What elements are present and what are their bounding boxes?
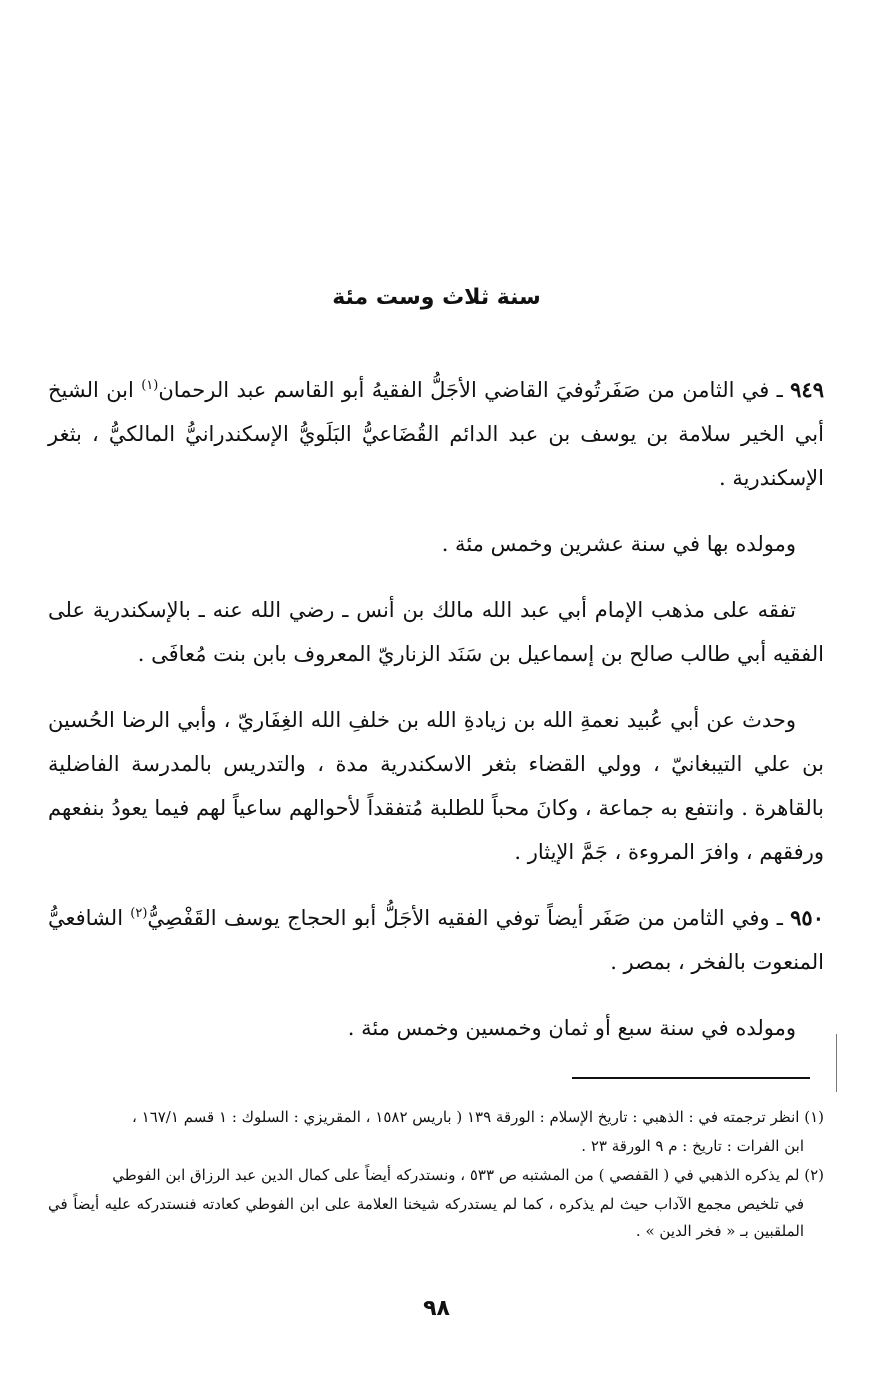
entry-950	[48, 896, 824, 984]
footnote-2-continuation: في تلخيص مجمع الآداب حيث لم يذكره ، كما لم يستدركه شيخنا العلامة على ابن الفوطي كعادته فنستدركه عليه أيضاً في الملقبين بـ « فخر الدين » .	[48, 1195, 804, 1240]
footnote-2-text: لم يذكره الذهبي في ( القفصي ) من المشتبه ص ٥٣٣ ، ونستدركه أيضاً على كمال الدين عبد الرزاق ابن الفوطي	[112, 1166, 800, 1184]
entry-949	[48, 368, 824, 500]
margin-mark	[836, 1034, 837, 1092]
footnote-separator	[572, 1077, 810, 1079]
entry-949-text: ـ في الثامن من صَفَرتُوفيَ القاضي الأجَلُّ الفقيهُ أبو القاسم عبد الرحمان	[158, 378, 791, 402]
footnotes-block	[48, 1104, 824, 1247]
birth-949-paragraph: ومولده بها في سنة عشرين وخمس مئة .	[441, 532, 796, 556]
birth-950-paragraph: ومولده في سنة سبع أو ثمان وخمسين وخمس مئة .	[347, 1016, 796, 1040]
footnote-1-marker: (١)	[804, 1108, 824, 1126]
footnote-ref-1[interactable]: (١)	[141, 378, 159, 393]
footnote-2-marker: (٢)	[804, 1166, 824, 1184]
footnote-ref-2[interactable]: (٢)	[130, 906, 148, 921]
main-text	[48, 368, 824, 1050]
entry-949-text-cont: ابن الشيخ أبي الخير سلامة بن يوسف بن عبد الدائم القُضَاعيُّ البَلَويُّ الإسكندرانيُّ المالكيُّ ، بثغر الإسكندرية .	[48, 378, 824, 490]
footnote-1	[48, 1104, 824, 1131]
year-heading: سنة ثلاث وست مئة	[332, 285, 541, 310]
entry-950-text: ـ وفي الثامن من صَفَر أيضاً توفي الفقيه الأجَلُّ أبو الحجاج يوسف القَفْصِيُّ	[147, 906, 791, 930]
footnote-2	[48, 1162, 824, 1189]
entry-number-949: ٩٤٩	[790, 377, 824, 402]
footnote-1-text: انظر ترجمته في : الذهبي : تاريخ الإسلام : الورقة ١٣٩ ( باريس ١٥٨٢ ، المقريزي : السلوك : ١ قسم ١٦٧/١ ،	[132, 1108, 800, 1126]
footnote-1-continuation: ابن الفرات : تاريخ : م ٩ الورقة ٢٣ .	[581, 1137, 804, 1155]
hadith-paragraph: وحدث عن أبي عُبيد نعمةِ الله بن زيادةِ الله بن خلفِ الله الغِفَاريّ ، وأبي الرضا الحُسين بن علي التيبغانيّ ، وولي القضاء بثغر الاسكندرية مدة ، والتدريس بالمدرسة الفاضلية بالقاهرة . وانتفع به جماعة ، وكانَ محباً للطلبة مُتفقداً لأحوالهم ساعياً لهم فيما يعودُ بنفعهم ورفقهم ، وافرَ المروءة ، جَمَّ الإيثار .	[48, 708, 824, 864]
entry-950-text-cont: الشافعيُّ المنعوت بالفخر ، بمصر .	[48, 906, 824, 974]
study-paragraph: تفقه على مذهب الإمام أبي عبد الله مالك بن أنس ـ رضي الله عنه ـ بالإسكندرية على الفقيه أبي طالب صالح بن إسماعيل بن سَنَد الزناريّ المعروف بابن بنت مُعافَى .	[48, 598, 824, 666]
entry-number-950: ٩٥٠	[790, 905, 824, 930]
page-number: ٩٨	[423, 1296, 450, 1321]
